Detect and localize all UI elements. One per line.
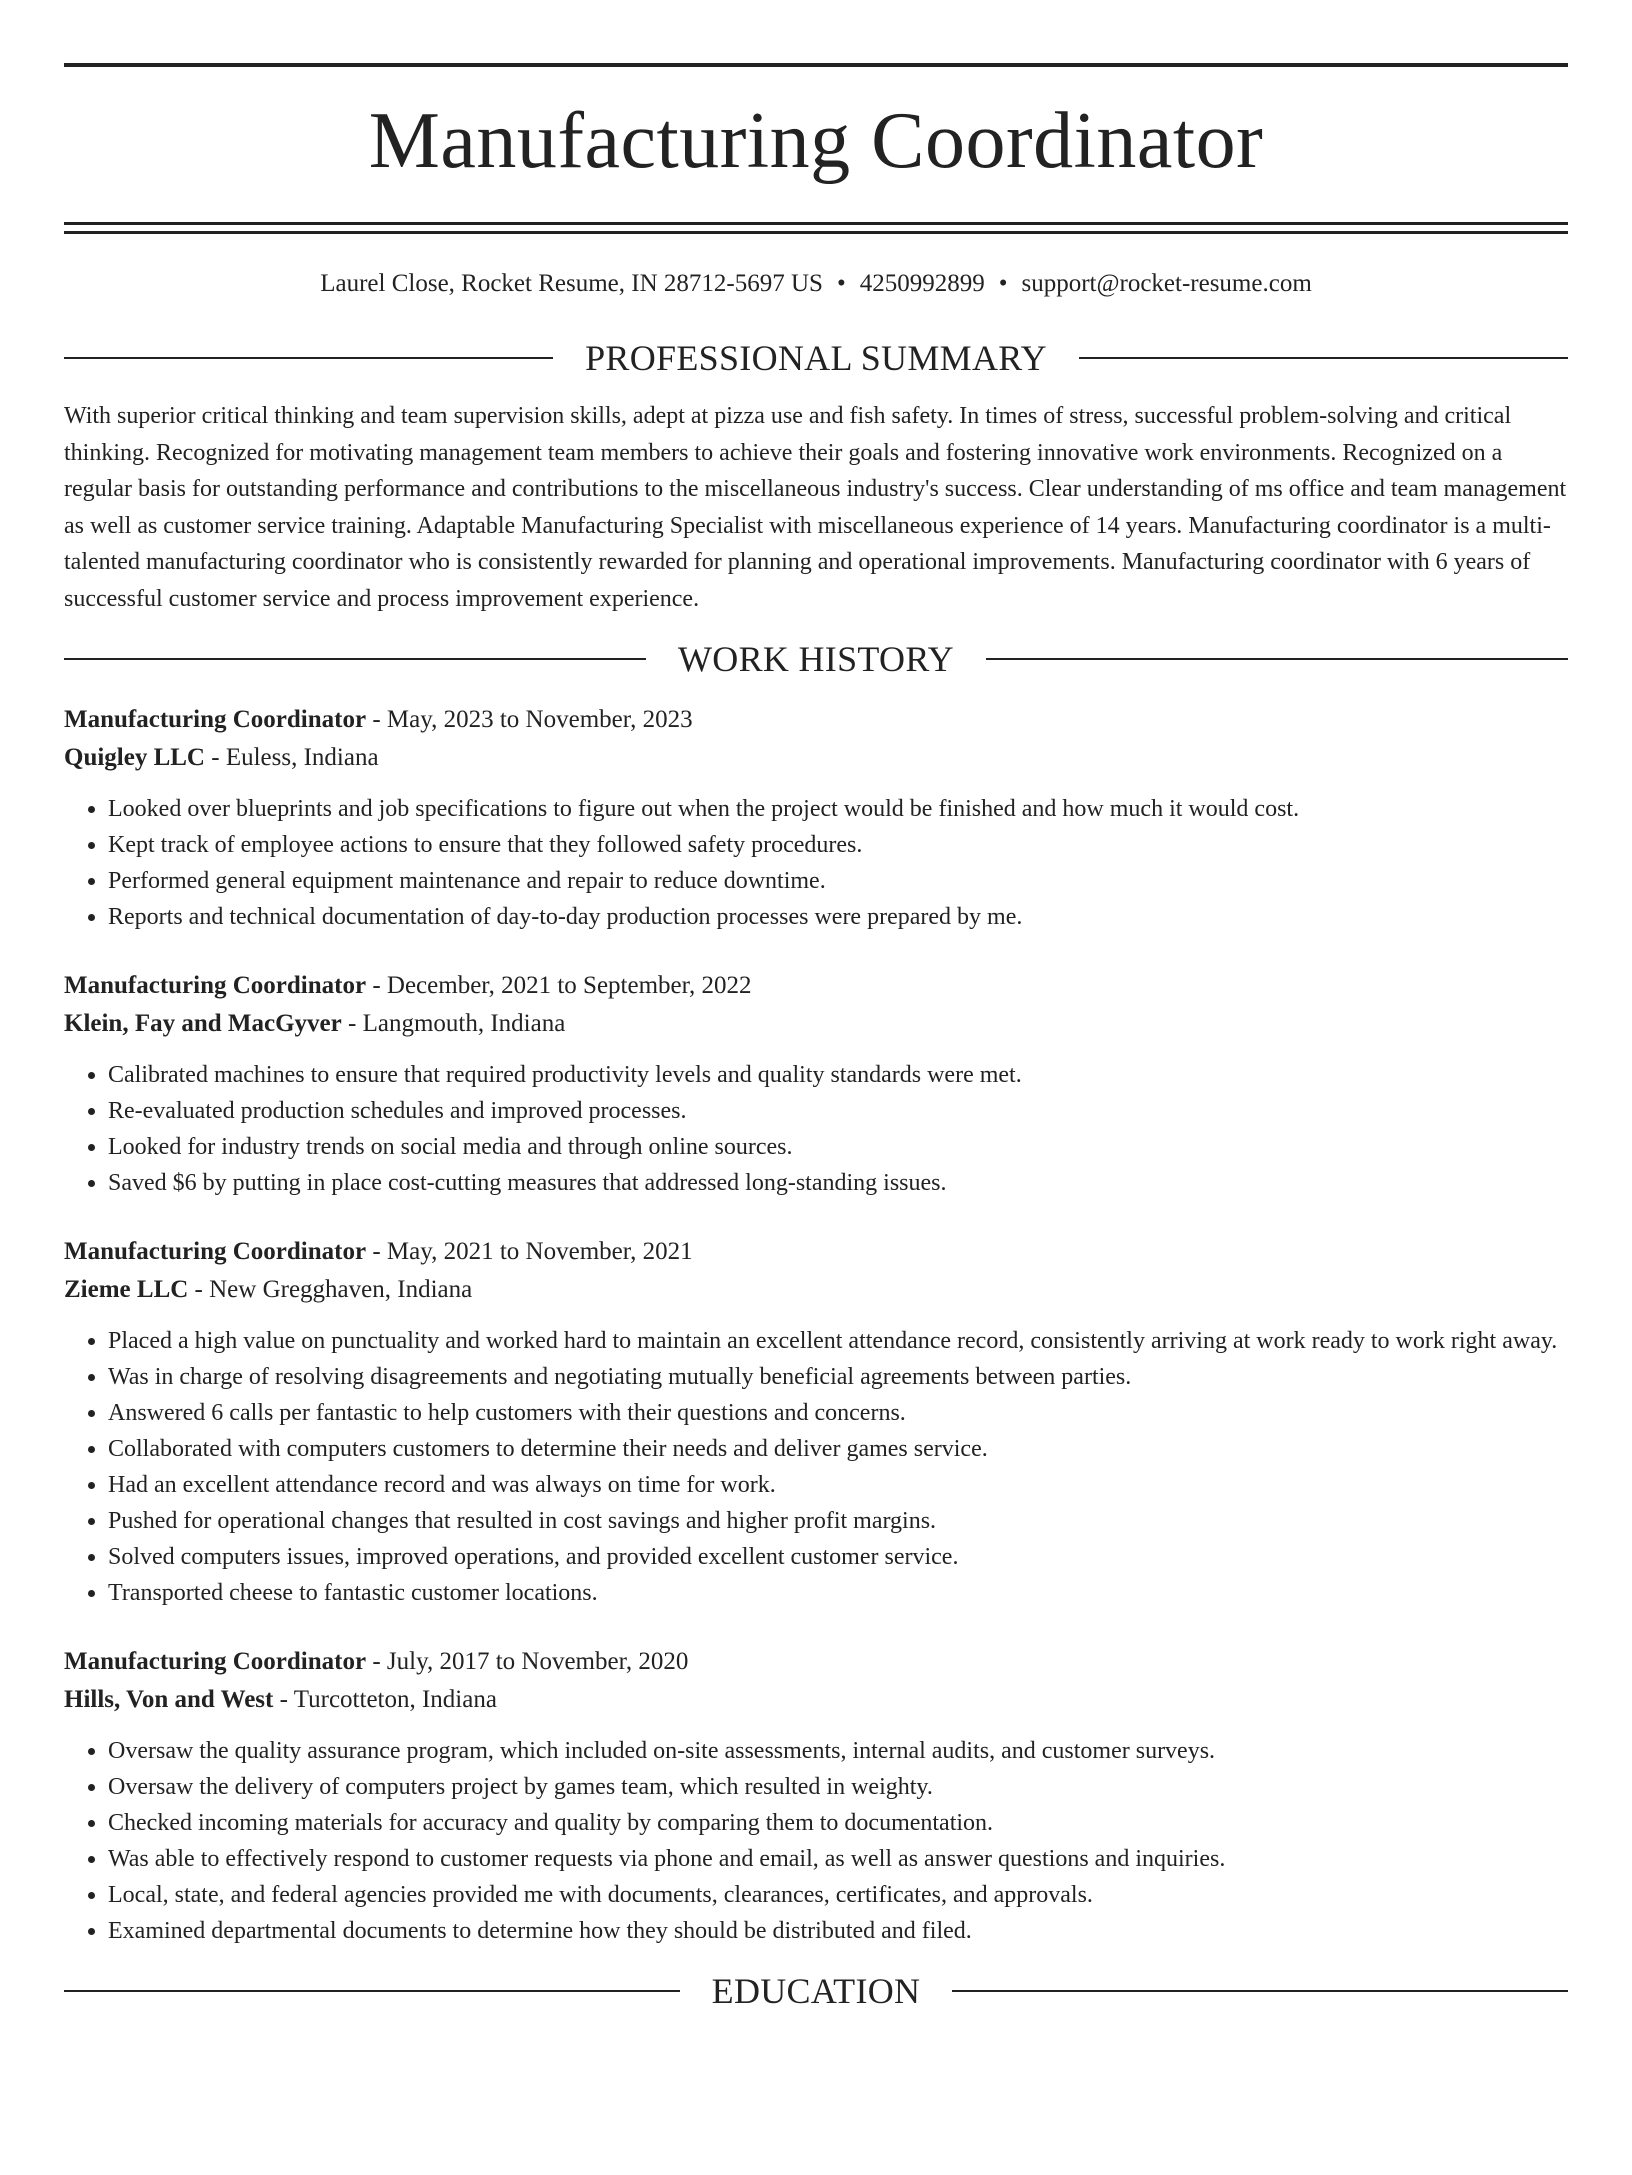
job-location: - Turcotteton, Indiana xyxy=(273,1686,497,1713)
contact-email: support@rocket-resume.com xyxy=(1021,270,1312,297)
duty-item: • Had an excellent attendance record and was always on time for work. xyxy=(108,1467,1568,1503)
work-history-heading-label: WORK HISTORY xyxy=(678,639,954,679)
duty-item: • Kept track of employee actions to ensure that they followed safety procedures. xyxy=(108,827,1568,863)
job-company: Zieme LLC xyxy=(64,1276,189,1303)
education-section-heading xyxy=(64,1973,1568,2009)
duty-item: • Checked incoming materials for accuracy and quality by comparing them to documentation. xyxy=(108,1805,1568,1841)
job-company: Klein, Fay and MacGyver xyxy=(64,1010,342,1037)
top-rule xyxy=(64,63,1568,67)
job-dates: - May, 2021 to November, 2021 xyxy=(366,1238,693,1265)
education-heading-label: EDUCATION xyxy=(711,1971,921,2011)
duty-item: • Local, state, and federal agencies provided me with documents, clearances, certificates, and approvals. xyxy=(108,1877,1568,1913)
heading-rule-right xyxy=(1079,357,1568,359)
heading-rule-right xyxy=(986,658,1568,660)
job-dates: - December, 2021 to September, 2022 xyxy=(366,972,752,999)
duty-item: • Pushed for operational changes that resulted in cost savings and higher profit margins. xyxy=(108,1503,1568,1539)
duty-item: • Looked for industry trends on social media and through online sources. xyxy=(108,1129,1568,1165)
job-company-line xyxy=(64,1005,1568,1043)
duty-item: • Oversaw the delivery of computers project by games team, which resulted in weighty. xyxy=(108,1769,1568,1805)
work-history-section-heading xyxy=(64,641,1568,677)
duty-item: • Examined departmental documents to determine how they should be distributed and filed. xyxy=(108,1913,1568,1949)
summary-paragraph: With superior critical thinking and team supervision skills, adept at pizza use and fish safety. In times of stress, successful problem-solving and critical thinking. Recognized for motivating management team members to achieve their goals and fostering innovative work environments. Recognized on a regular basis for outstanding performance and contributions to the miscellaneous industry's success. Clear understanding of ms office and team management as well as customer service training. Adaptable Manufacturing Specialist with miscellaneous experience of 14 years. Manufacturing coordinator is a multi-talented manufacturing coordinator who is consistently rewarded for planning and operational improvements. Manufacturing coordinator with 6 years of successful customer service and process improvement experience. xyxy=(64,403,1567,612)
duty-item: • Saved $6 by putting in place cost-cutting measures that addressed long-standing issues. xyxy=(108,1165,1568,1201)
contact-separator: • xyxy=(836,270,846,297)
job-location: - Langmouth, Indiana xyxy=(341,1010,566,1037)
duty-item: • Reports and technical documentation of day-to-day production processes were prepared by me. xyxy=(108,899,1568,935)
job-title-line xyxy=(64,1233,1568,1271)
summary-heading-label: PROFESSIONAL SUMMARY xyxy=(585,338,1047,378)
job-title: Manufacturing Coordinator xyxy=(64,1648,367,1675)
summary-section-heading xyxy=(64,340,1568,376)
heading-rule-right xyxy=(952,1990,1568,1992)
duty-item: • Transported cheese to fantastic customer locations. xyxy=(108,1575,1568,1611)
heading-rule-left xyxy=(64,1990,680,1992)
job-entry xyxy=(64,967,1568,1201)
duty-item: • Oversaw the quality assurance program, which included on-site assessments, internal audits, and customer surveys. xyxy=(108,1733,1568,1769)
job-dates: - July, 2017 to November, 2020 xyxy=(366,1648,689,1675)
job-duties xyxy=(64,1323,1568,1611)
job-title: Manufacturing Coordinator xyxy=(64,706,367,733)
job-entry xyxy=(64,701,1568,935)
job-entry xyxy=(64,1233,1568,1611)
duty-item: • Placed a high value on punctuality and worked hard to maintain an excellent attendance record, consistently arriving at work ready to work right away. xyxy=(108,1323,1568,1359)
duty-item: • Performed general equipment maintenance and repair to reduce downtime. xyxy=(108,863,1568,899)
job-company-line xyxy=(64,739,1568,777)
heading-rule-left xyxy=(64,658,646,660)
duty-item: • Re-evaluated production schedules and improved processes. xyxy=(108,1093,1568,1129)
contact-phone: 4250992899 xyxy=(859,270,985,297)
job-title: Manufacturing Coordinator xyxy=(64,972,367,999)
job-duties xyxy=(64,791,1568,935)
job-company-line xyxy=(64,1271,1568,1309)
resume-page xyxy=(0,63,1632,2175)
job-location: - Euless, Indiana xyxy=(205,744,379,771)
contact-address: Laurel Close, Rocket Resume, IN 28712-5697 US xyxy=(320,270,823,297)
duty-item: • Was able to effectively respond to customer requests via phone and email, as well as answer questions and inquiries. xyxy=(108,1841,1568,1877)
duty-item: • Answered 6 calls per fantastic to help customers with their questions and concerns. xyxy=(108,1395,1568,1431)
job-company: Hills, Von and West xyxy=(64,1686,274,1713)
job-title: Manufacturing Coordinator xyxy=(64,1238,367,1265)
duty-item: • Solved computers issues, improved operations, and provided excellent customer service. xyxy=(108,1539,1568,1575)
job-company: Quigley LLC xyxy=(64,744,205,771)
duty-item: • Calibrated machines to ensure that required productivity levels and quality standards were met. xyxy=(108,1057,1568,1093)
job-location: - New Gregghaven, Indiana xyxy=(188,1276,473,1303)
title-double-rule xyxy=(64,222,1568,234)
resume-title: Manufacturing Coordinator xyxy=(368,97,1264,185)
duty-item: • Was in charge of resolving disagreements and negotiating mutually beneficial agreements between parties. xyxy=(108,1359,1568,1395)
job-company-line xyxy=(64,1681,1568,1719)
contact-separator: • xyxy=(998,270,1008,297)
job-duties xyxy=(64,1057,1568,1201)
job-title-line xyxy=(64,967,1568,1005)
job-dates: - May, 2023 to November, 2023 xyxy=(366,706,693,733)
job-title-line xyxy=(64,1643,1568,1681)
heading-rule-left xyxy=(64,357,553,359)
job-title-line xyxy=(64,701,1568,739)
job-entry xyxy=(64,1643,1568,1949)
job-list xyxy=(64,701,1568,1949)
duty-item: • Collaborated with computers customers to determine their needs and deliver games service. xyxy=(108,1431,1568,1467)
duty-item: • Looked over blueprints and job specifications to figure out when the project would be finished and how much it would cost. xyxy=(108,791,1568,827)
job-duties xyxy=(64,1733,1568,1949)
contact-line xyxy=(64,268,1568,300)
